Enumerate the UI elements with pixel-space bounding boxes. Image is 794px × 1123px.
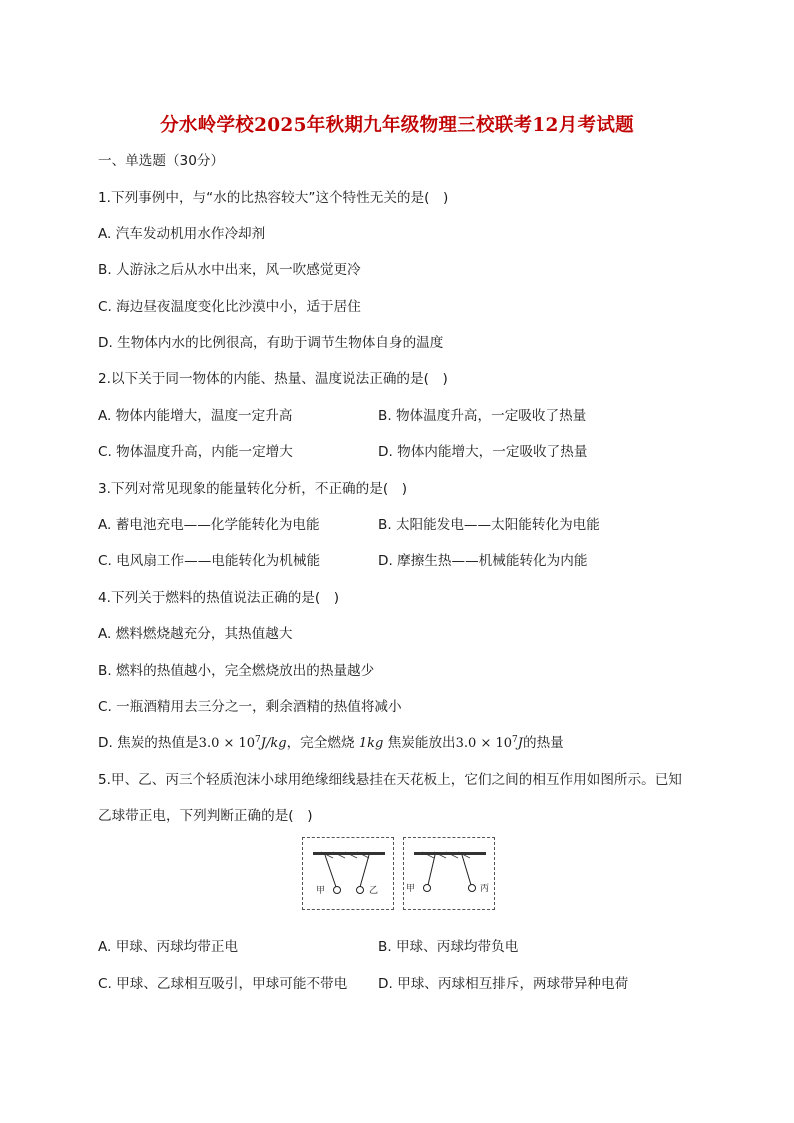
question-3-option-a[interactable]: A. 蓄电池充电——化学能转化为电能 — [98, 517, 320, 533]
question-2-stem: 2.以下关于同一物体的内能、热量、温度说法正确的是( ) — [98, 371, 448, 387]
figure-panel-right — [403, 837, 495, 910]
ball-bing — [469, 885, 476, 892]
figure-panel-left — [302, 837, 394, 910]
figure-right-drawing — [404, 838, 494, 909]
question-5-option-c[interactable]: C. 甲球、乙球相互吸引，甲球可能不带电 — [98, 976, 348, 992]
label-jia-left: 甲 — [316, 885, 326, 895]
ball-jia — [424, 885, 431, 892]
section-heading: 一、单选题（30分） — [98, 153, 225, 169]
mass-text: 1kg — [358, 736, 384, 751]
heat-value-unit: J/kg — [260, 736, 287, 751]
option-d-suffix: 的热量 — [522, 735, 564, 751]
label-yi: 乙 — [369, 885, 379, 895]
ball-yi — [357, 887, 364, 894]
heat-value-exponent: 7 — [255, 735, 261, 745]
option-d-prefix: D. 焦炭的热值是 — [98, 735, 199, 751]
question-5-stem-line-1: 5.甲、乙、丙三个轻质泡沫小球用绝缘细线悬挂在天花板上，它们之间的相互作用如图所示。已知 — [98, 772, 682, 788]
option-d-middle-2: 焦炭能放出 — [383, 735, 456, 751]
page-title: 分水岭学校2025年秋期九年级物理三校联考12月考试题 — [160, 115, 634, 136]
label-jia-right: 甲 — [406, 883, 416, 893]
question-5-option-a[interactable]: A. 甲球、丙球均带正电 — [98, 939, 239, 955]
thread-jia — [325, 855, 336, 887]
heat-value-formula — [199, 736, 287, 751]
mass-value — [359, 736, 383, 751]
question-1-option-b[interactable]: B. 人游泳之后从水中出来，风一吹感觉更冷 — [98, 262, 361, 278]
question-1-option-a[interactable]: A. 汽车发动机用水作冷却剂 — [98, 226, 266, 242]
question-2-option-a[interactable]: A. 物体内能增大，温度一定升高 — [98, 408, 293, 424]
question-3-stem: 3.下列对常见现象的能量转化分析，不正确的是( ) — [98, 481, 408, 497]
question-1-option-c[interactable]: C. 海边昼夜温度变化比沙漠中小，适于居住 — [98, 299, 361, 315]
option-d-middle: ，完全燃烧 — [286, 735, 359, 751]
question-4-option-a[interactable]: A. 燃料燃烧越充分，其热值越大 — [98, 626, 293, 642]
question-2-option-d[interactable]: D. 物体内能增大，一定吸收了热量 — [378, 444, 588, 460]
question-4-option-d[interactable] — [98, 734, 564, 753]
question-4-option-b[interactable]: B. 燃料的热值越小，完全燃烧放出的热量越少 — [98, 663, 375, 679]
label-bing: 丙 — [480, 883, 490, 893]
heat-amount-formula — [456, 736, 523, 751]
heat-amount-exponent: 7 — [512, 735, 518, 745]
question-2-option-b[interactable]: B. 物体温度升高，一定吸收了热量 — [378, 408, 587, 424]
thread-yi — [360, 855, 369, 887]
question-4-stem: 4.下列关于燃料的热值说法正确的是( ) — [98, 590, 340, 606]
question-3-option-b[interactable]: B. 太阳能发电——太阳能转化为电能 — [378, 517, 600, 533]
thread-bing — [462, 855, 471, 885]
question-5-stem-line-2: 乙球带正电，下列判断正确的是( ) — [98, 808, 313, 824]
thread-jia — [428, 855, 435, 885]
figure-left-drawing — [303, 838, 393, 909]
question-4-option-c[interactable]: C. 一瓶酒精用去三分之一，剩余酒精的热值将减小 — [98, 699, 402, 715]
heat-value-number: 3.0 × 10 — [198, 736, 256, 751]
ball-jia — [334, 887, 341, 894]
question-1-stem: 1.下列事例中，与“水的比热容较大”这个特性无关的是( ) — [98, 190, 449, 206]
question-3-option-c[interactable]: C. 电风扇工作——电能转化为机械能 — [98, 553, 321, 569]
question-3-option-d[interactable]: D. 摩擦生热——机械能转化为内能 — [378, 553, 588, 569]
question-5-option-d[interactable]: D. 甲球、丙球相互排斥，两球带异种电荷 — [378, 976, 629, 992]
heat-amount-number: 3.0 × 10 — [455, 736, 513, 751]
heat-amount-unit: J — [517, 736, 523, 751]
question-1-option-d[interactable]: D. 生物体内水的比例很高，有助于调节生物体自身的温度 — [98, 335, 444, 351]
question-2-option-c[interactable]: C. 物体温度升高，内能一定增大 — [98, 444, 293, 460]
question-5-option-b[interactable]: B. 甲球、丙球均带负电 — [378, 939, 519, 955]
